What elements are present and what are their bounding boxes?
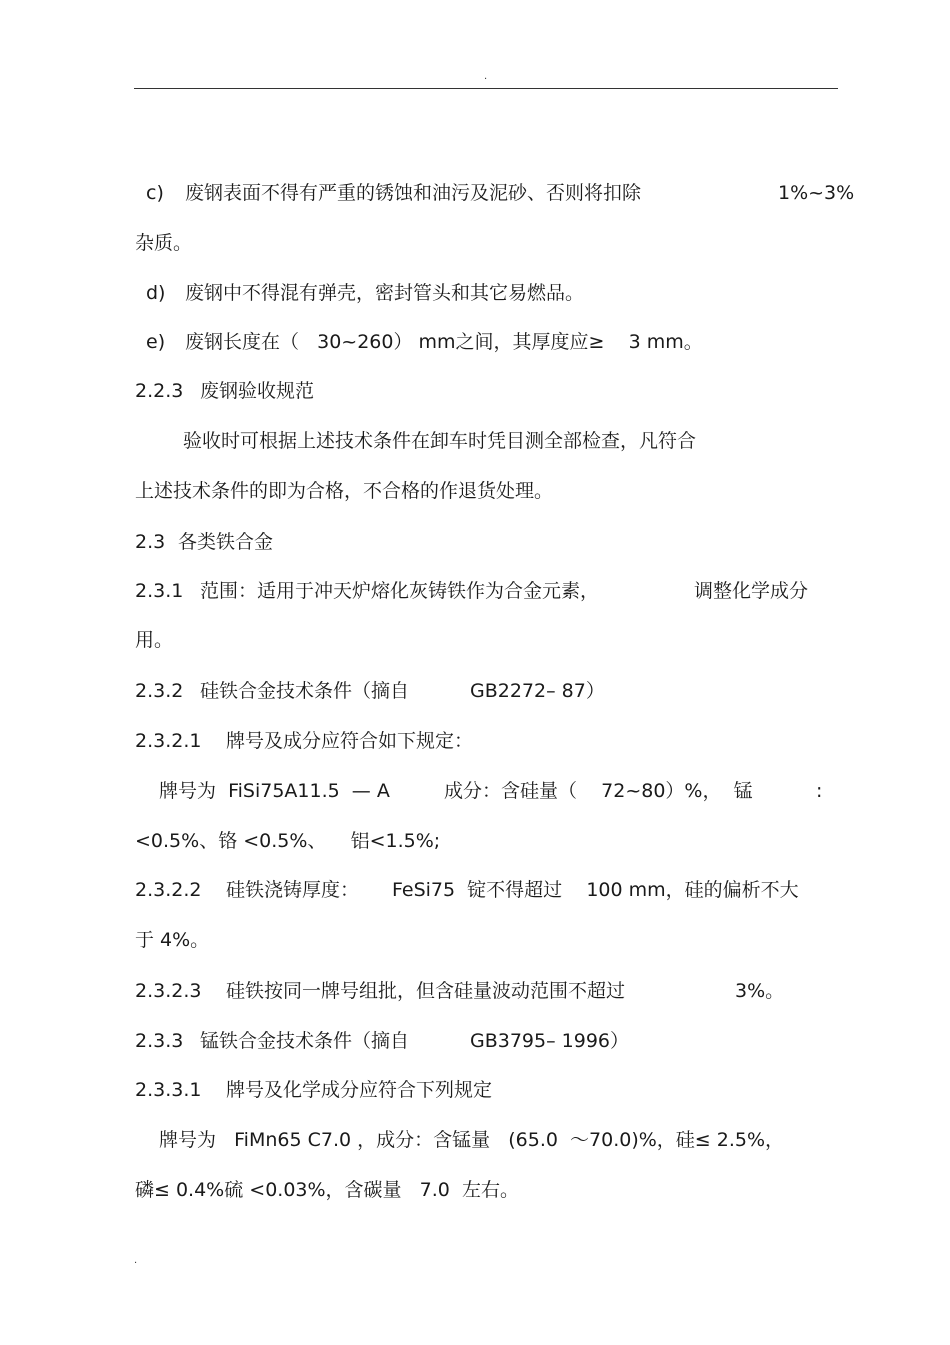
paragraph-text: 上述技术条件的即为合格，不合格的作退货处理。 <box>135 480 554 502</box>
continuation-text: 用。 <box>135 629 174 651</box>
grade-name: 牌号为 FiSi75A11.5 — A <box>159 780 390 802</box>
grade-composition-tail: <0.5%、铬 <0.5%、 铝<1.5%; <box>135 830 441 852</box>
section-text: 硅铁按同一牌号组批，但含硅量波动范围不超过 <box>226 980 626 1002</box>
section-2-3-1-continuation <box>0 625 174 655</box>
section-title: 各类铁合金 <box>178 531 274 553</box>
grade-spec-continuation <box>0 826 441 856</box>
item-d <box>0 278 585 308</box>
grade-spec-line <box>0 1125 785 1155</box>
section-number: 2.2.3 <box>135 380 184 402</box>
section-number: 2.3.2 <box>135 680 184 702</box>
item-e-label: e) <box>146 331 166 353</box>
section-number: 2.3 <box>135 531 166 553</box>
section-2-3-3 <box>0 1026 630 1056</box>
item-c-continuation <box>0 228 193 258</box>
continuation-text: 于 4%。 <box>135 929 210 951</box>
item-c-text: 废钢表面不得有严重的锈蚀和油污及泥砂、否则将扣除 <box>185 182 642 204</box>
grade-colon: : <box>816 780 823 802</box>
grade-spec-tail: 磷≤ 0.4%硫 <0.03%，含碳量 7.0 左右。 <box>135 1179 519 1201</box>
header-rule <box>134 88 838 89</box>
item-c-label: c) <box>146 182 164 204</box>
section-2-3-2-3 <box>0 976 785 1006</box>
section-title: 锰铁合金技术条件（摘自 <box>200 1030 410 1052</box>
item-c <box>0 178 855 208</box>
item-d-text: 废钢中不得混有弹壳，密封管头和其它易燃品。 <box>185 282 585 304</box>
section-text-tail: FeSi75 锭不得超过 100 mm，硅的偏析不大 <box>392 879 799 901</box>
item-c-cont-text: 杂质。 <box>135 232 193 254</box>
standard-code: GB2272– 87） <box>470 680 605 702</box>
grade-spec-text: 牌号为 FiMn65 C7.0 ，成分：含锰量 (65.0 ～70.0)%，硅≤ 2.5%， <box>159 1129 785 1151</box>
section-number: 2.3.1 <box>135 580 184 602</box>
grade-spec-line <box>0 776 823 806</box>
section-number: 2.3.2.2 <box>135 879 202 901</box>
item-d-label: d) <box>146 282 166 304</box>
section-title: 硅铁合金技术条件（摘自 <box>200 680 410 702</box>
section-title: 废钢验收规范 <box>200 380 315 402</box>
grade-composition: 成分：含硅量（ 72~80）%， 锰 <box>444 780 753 802</box>
paragraph-line <box>0 476 554 506</box>
section-2-3-1 <box>0 576 809 606</box>
section-number: 2.3.3 <box>135 1030 184 1052</box>
section-2-2-3 <box>0 376 315 406</box>
section-2-3-2-2 <box>0 875 799 905</box>
section-text: 硅铁浇铸厚度： <box>226 879 360 901</box>
section-text: 范围：适用于冲天炉熔化灰铸铁作为合金元素， <box>200 580 600 602</box>
section-title: 牌号及化学成分应符合下列规定 <box>226 1079 493 1101</box>
section-2-3 <box>0 527 274 557</box>
section-2-3-3-1 <box>0 1075 493 1105</box>
item-c-value: 1%~3% <box>778 182 855 204</box>
item-e-text: 废钢长度在（ 30~260） mm之间，其厚度应≥ 3 mm。 <box>185 331 703 353</box>
grade-spec-continuation <box>0 1175 519 1205</box>
section-text-tail: 调整化学成分 <box>694 580 809 602</box>
paragraph-text: 验收时可根据上述技术条件在卸车时凭目测全部检查，凡符合 <box>183 430 697 452</box>
section-2-3-2-1 <box>0 726 474 756</box>
footer-mark: . <box>134 1255 138 1266</box>
section-number: 2.3.2.1 <box>135 730 202 752</box>
section-title: 牌号及成分应符合如下规定： <box>226 730 474 752</box>
section-number: 2.3.3.1 <box>135 1079 202 1101</box>
section-2-3-2 <box>0 676 605 706</box>
header-mark: . <box>484 71 488 82</box>
paragraph-line <box>0 426 697 456</box>
item-e <box>0 327 703 357</box>
standard-code: GB3795– 1996） <box>470 1030 630 1052</box>
section-number: 2.3.2.3 <box>135 980 202 1002</box>
section-2-3-2-2-continuation <box>0 925 210 955</box>
section-value: 3%。 <box>735 980 785 1002</box>
